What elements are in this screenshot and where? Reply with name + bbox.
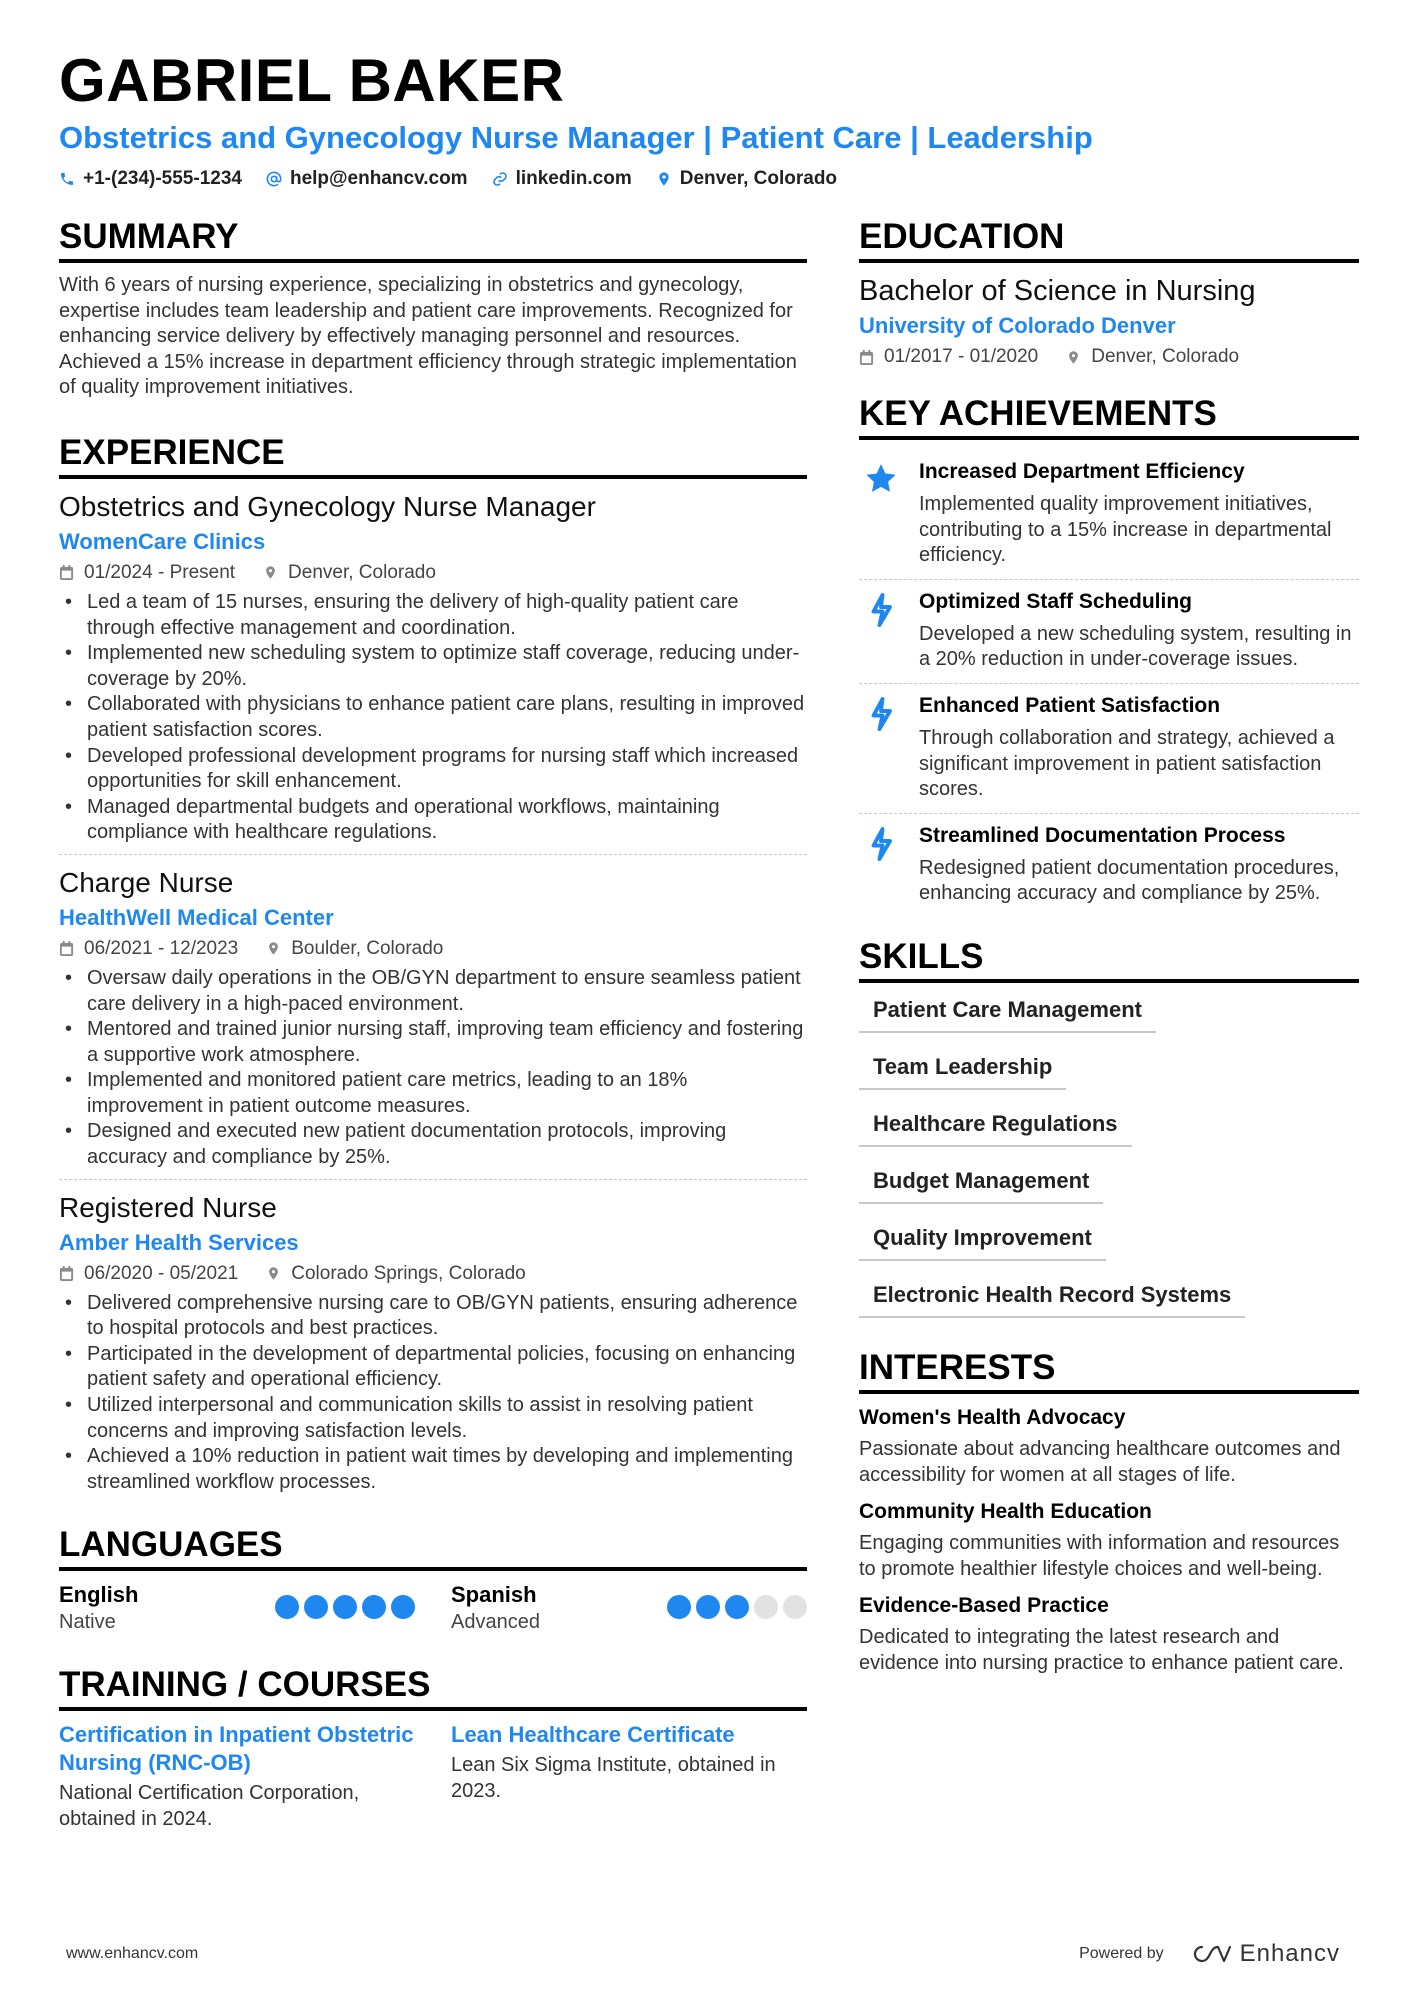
achievement-desc: Implemented quality improvement initiatives, contributing to a 15% increase in departmental efficiency. [919, 493, 1332, 567]
experience-section [59, 431, 807, 1503]
map-pin-icon [266, 1265, 281, 1282]
calendar-icon [59, 564, 74, 581]
at-icon [266, 171, 282, 187]
course-item [59, 1721, 415, 1832]
rating-dot [754, 1595, 778, 1619]
right-column [859, 215, 1359, 1687]
job-bullets [59, 1291, 807, 1496]
achievements-heading: KEY ACHIEVEMENTS [859, 392, 1359, 440]
rating-dot [304, 1595, 328, 1619]
interest-item [859, 1404, 1359, 1488]
languages-list [59, 1581, 807, 1635]
interest-item [859, 1498, 1359, 1582]
job-meta [59, 1261, 807, 1287]
location-text: Denver, Colorado [679, 168, 838, 189]
rating-dot [696, 1595, 720, 1619]
job-bullet: • Implemented new scheduling system to optimize staff coverage, reducing under-coverage by 20%. [59, 641, 807, 692]
contact-linkedin[interactable] [492, 168, 632, 190]
language-item [451, 1581, 807, 1635]
achievement-item [859, 450, 1359, 579]
summary-text: With 6 years of nursing experience, specializing in obstetrics and gynecology, expertise includes team leadership and patient care improvements. Recognized for enhancing service delivery by effectively managing personnel and resources. Achieved a 15% increase in department efficiency through strategic implementation of quality improvement initiatives. [59, 274, 797, 399]
job-bullets [59, 966, 807, 1171]
job-location: Denver, Colorado [288, 561, 436, 583]
skill-tag: Budget Management [859, 1164, 1103, 1204]
training-heading: TRAINING / COURSES [59, 1663, 807, 1711]
footer-brand [1079, 1940, 1340, 1968]
enhancv-brand-text: Enhancv [1239, 1940, 1340, 1967]
map-pin-icon [263, 564, 278, 581]
languages-section [59, 1523, 807, 1635]
language-item [59, 1581, 415, 1635]
enhancv-logo[interactable] [1188, 1940, 1340, 1968]
skills-list [859, 993, 1359, 1318]
achievement-title: Increased Department Efficiency [919, 460, 1245, 483]
language-level: Native [59, 1611, 116, 1634]
interest-desc: Dedicated to integrating the latest research and evidence into nursing practice to enhance patient care. [859, 1626, 1344, 1674]
achievement-item [859, 579, 1359, 683]
bolt-icon [868, 592, 894, 628]
skills-section [859, 935, 1359, 1318]
phone-icon [59, 171, 75, 187]
job-company: WomenCare Clinics [59, 528, 266, 554]
job-title: Charge Nurse [59, 866, 234, 898]
job-bullet: • Implemented and monitored patient care metrics, leading to an 18% improvement in patient outcome measures. [59, 1068, 807, 1119]
candidate-title: Obstetrics and Gynecology Nurse Manager | Patient Care | Leadership [59, 120, 1093, 155]
achievements-section [859, 392, 1359, 917]
job-dates: 01/2024 - Present [84, 561, 236, 583]
achievement-title: Enhanced Patient Satisfaction [919, 693, 1221, 717]
rating-dot [333, 1595, 357, 1619]
language-name: English [59, 1582, 139, 1608]
rating-dot [391, 1595, 415, 1619]
education-dates: 01/2017 - 01/2020 [884, 346, 1039, 367]
email-text: help@enhancv.com [289, 168, 468, 189]
languages-heading: LANGUAGES [59, 1523, 807, 1571]
course-desc: Lean Six Sigma Institute, obtained in 2023. [451, 1754, 776, 1802]
language-rating [667, 1595, 807, 1619]
rating-dot [667, 1595, 691, 1619]
linkedin-text: linkedin.com [515, 168, 632, 189]
job-meta [59, 560, 807, 586]
skill-tag: Healthcare Regulations [859, 1107, 1132, 1147]
course-name: Lean Healthcare Certificate [451, 1722, 735, 1748]
job-title: Obstetrics and Gynecology Nurse Manager [59, 490, 596, 522]
job-bullets [59, 590, 807, 846]
job-dates: 06/2021 - 12/2023 [84, 937, 239, 959]
job-bullet: • Developed professional development programs for nursing staff which increased opportunities for skill enhancement. [59, 744, 807, 795]
footer [66, 1940, 1340, 1968]
rating-dot [783, 1595, 807, 1619]
map-pin-icon [656, 171, 672, 187]
education-degree: Bachelor of Science in Nursing [859, 275, 1256, 307]
training-section [59, 1663, 807, 1832]
bolt-icon [868, 696, 894, 732]
job-company: HealthWell Medical Center [59, 904, 334, 930]
resume-header [59, 48, 1359, 190]
education-school: University of Colorado Denver [859, 313, 1176, 338]
achievement-item [859, 813, 1359, 917]
job-bullet: • Achieved a 10% reduction in patient wait times by developing and implementing streamlined workflow processes. [59, 1444, 807, 1495]
education-section [859, 215, 1359, 370]
courses-list [59, 1721, 807, 1832]
achievement-desc: Through collaboration and strategy, achieved a significant improvement in patient satisfaction scores. [919, 726, 1335, 801]
enhancv-logo-icon [1188, 1943, 1232, 1965]
education-heading: EDUCATION [859, 215, 1359, 263]
job-bullet: • Delivered comprehensive nursing care to OB/GYN patients, ensuring adherence to hospital protocols and best practices. [59, 1291, 807, 1342]
rating-dot [275, 1595, 299, 1619]
education-meta [859, 344, 1359, 370]
job-location: Colorado Springs, Colorado [291, 1262, 526, 1284]
interest-desc: Passionate about advancing healthcare outcomes and accessibility for women at all stages of life. [859, 1437, 1341, 1486]
course-name: Certification in Inpatient Obstetric Nursing (RNC-OB) [59, 1722, 414, 1776]
job-bullet: • Led a team of 15 nurses, ensuring the delivery of high-quality patient care through effective management and coordination. [59, 590, 807, 641]
interest-desc: Engaging communities with information and resources to promote healthier lifestyle choices and well-being. [859, 1532, 1340, 1580]
achievement-item [859, 683, 1359, 813]
job-bullet: • Collaborated with physicians to enhance patient care plans, resulting in improved patient satisfaction scores. [59, 692, 807, 743]
job-entry [59, 854, 807, 1179]
skill-tag: Electronic Health Record Systems [859, 1278, 1245, 1318]
interest-title: Evidence-Based Practice [859, 1594, 1109, 1618]
summary-heading: SUMMARY [59, 215, 807, 263]
job-bullet: • Mentored and trained junior nursing staff, improving team efficiency and fostering a supportive work atmosphere. [59, 1017, 807, 1068]
left-column [59, 215, 807, 1833]
rating-dot [362, 1595, 386, 1619]
interest-title: Community Health Education [859, 1500, 1152, 1524]
job-bullet: • Oversaw daily operations in the OB/GYN department to ensure seamless patient care delivery in a high-paced environment. [59, 966, 807, 1017]
job-bullet: • Participated in the development of departmental policies, focusing on enhancing patient safety and operational efficiency. [59, 1342, 807, 1393]
achievement-title: Streamlined Documentation Process [919, 823, 1286, 847]
phone-text: +1-(234)-555-1234 [83, 168, 242, 189]
calendar-icon [59, 940, 74, 957]
job-entry [59, 489, 807, 854]
course-item [451, 1721, 807, 1832]
contact-bar [59, 168, 1359, 190]
bolt-icon [868, 826, 894, 862]
skills-heading: SKILLS [859, 935, 1359, 983]
candidate-name: GABRIEL BAKER [59, 47, 565, 114]
summary-section [59, 215, 807, 401]
interests-heading: INTERESTS [859, 1346, 1359, 1394]
achievement-desc: Developed a new scheduling system, resulting in a 20% reduction in under-coverage issues. [919, 622, 1352, 671]
link-icon [492, 171, 508, 187]
calendar-icon [59, 1265, 74, 1282]
language-level: Advanced [451, 1611, 540, 1634]
language-rating [275, 1595, 415, 1619]
powered-by-label: Powered by [1079, 1945, 1164, 1962]
skill-tag: Team Leadership [859, 1050, 1066, 1090]
job-bullet: • Managed departmental budgets and operational workflows, maintaining compliance with healthcare regulations. [59, 795, 807, 846]
experience-heading: EXPERIENCE [59, 431, 807, 479]
job-title: Registered Nurse [59, 1191, 277, 1223]
calendar-icon [859, 349, 874, 366]
skill-tag: Patient Care Management [859, 993, 1156, 1033]
map-pin-icon [1066, 349, 1081, 366]
interest-item [859, 1592, 1359, 1676]
job-bullet: • Utilized interpersonal and communication skills to assist in resolving patient concerns and improving satisfaction levels. [59, 1393, 807, 1444]
education-location: Denver, Colorado [1091, 346, 1240, 367]
job-bullet: • Designed and executed new patient documentation protocols, improving accuracy and compliance by 25%. [59, 1119, 807, 1170]
job-entry [59, 1179, 807, 1504]
interest-title: Women's Health Advocacy [859, 1405, 1126, 1429]
contact-email[interactable] [266, 168, 468, 190]
job-meta [59, 936, 807, 962]
rating-dot [725, 1595, 749, 1619]
star-icon [863, 462, 899, 496]
achievement-desc: Redesigned patient documentation procedures, enhancing accuracy and compliance by 25%. [919, 856, 1340, 905]
job-company: Amber Health Services [59, 1229, 299, 1255]
map-pin-icon [266, 940, 281, 957]
job-location: Boulder, Colorado [291, 937, 444, 959]
contact-location [656, 168, 837, 190]
course-desc: National Certification Corporation, obtained in 2024. [59, 1782, 360, 1830]
job-dates: 06/2020 - 05/2021 [84, 1262, 239, 1284]
skill-tag: Quality Improvement [859, 1221, 1106, 1261]
achievement-title: Optimized Staff Scheduling [919, 589, 1193, 613]
contact-phone[interactable] [59, 168, 242, 190]
language-name: Spanish [451, 1582, 537, 1608]
footer-website[interactable]: www.enhancv.com [66, 1945, 199, 1962]
interests-section [859, 1346, 1359, 1677]
